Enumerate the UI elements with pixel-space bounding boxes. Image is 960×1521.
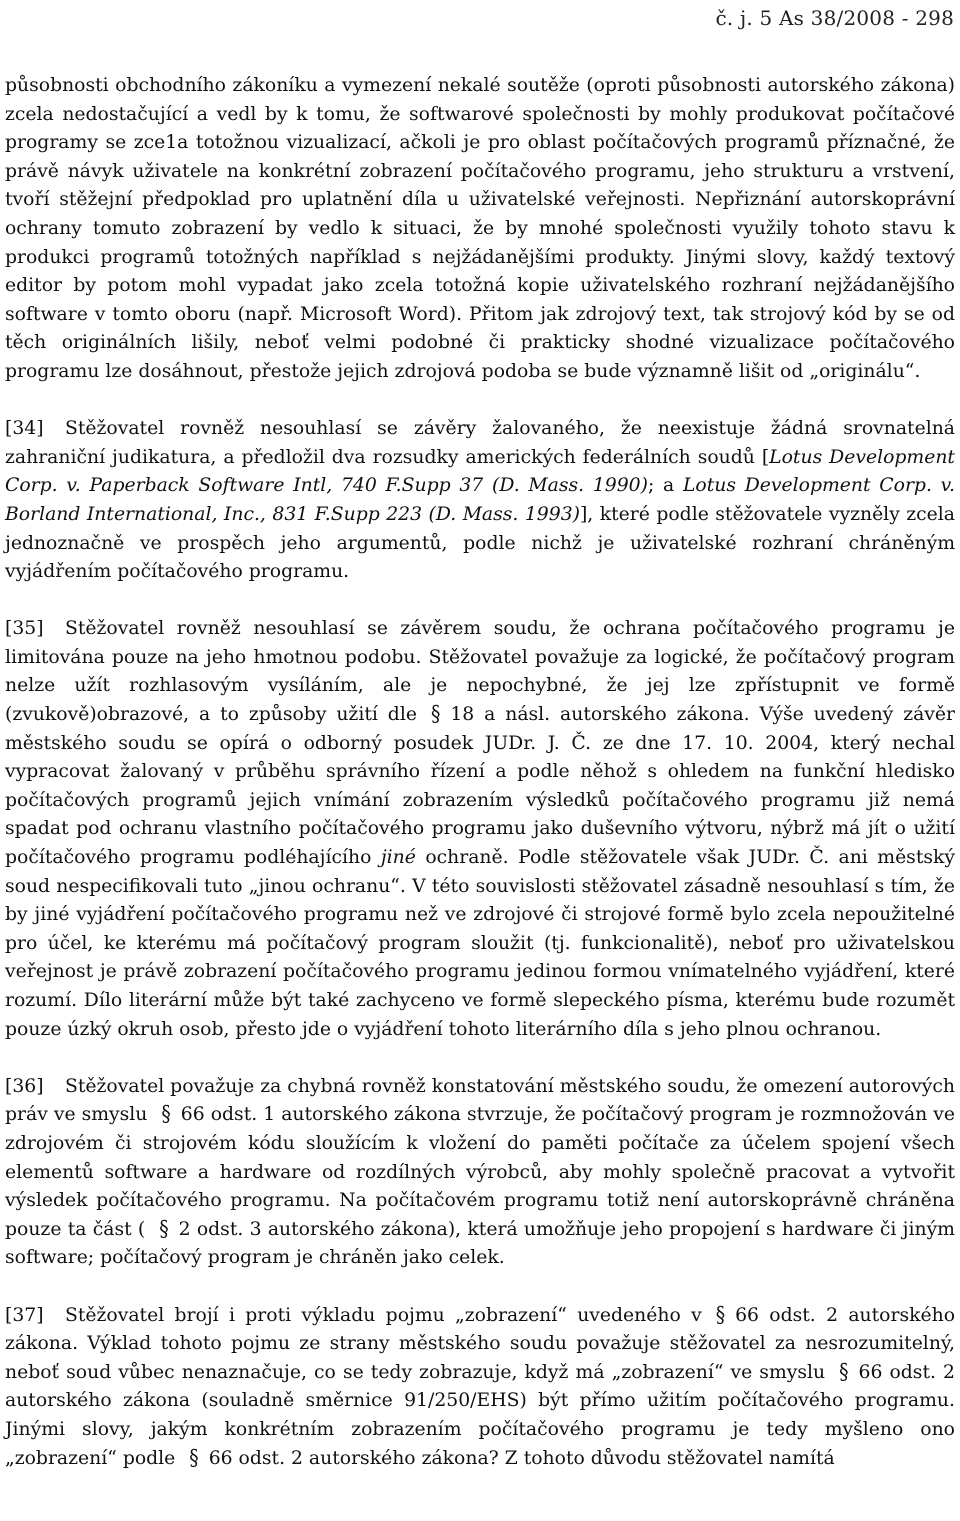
paragraph-text: 18 a násl. autorského zákona. Výše uvedený závěr městského soudu se opírá o odborný posudek JUDr. J. Č. ze dne 17. 10. 2004, který nechal vypracovat žalovaný v průběhu správního řízení a podle něhož s ohledem na funkční hledisko počítačových programů jejich vnímání zobrazením výsledků počítačového programu již nemá spadat pod ochranu vlastního počítačového programu jako duševního výtvoru, nýbrž má jít o užití počítačového programu podléhajícího (5, 704, 955, 869)
section-sign: § (715, 1302, 726, 1327)
section-sign: § (839, 1360, 849, 1385)
case-citation: Lotus Development Corp. v. Paperback Software Intl, 740 F.Supp 37 (D. Mass. 1990) (5, 446, 955, 497)
paragraph-36 (5, 1073, 955, 1273)
paragraph-text: 66 odst. 2 autorského zákona (souladně směrnice 91/250/EHS) být přímo užitím počítačového programu. Jinými slovy, jakým konkrétním zobrazením počítačového programu je tedy myšleno ono „zobrazení“ podle (5, 1361, 955, 1469)
paragraph-number: [36] (5, 1075, 44, 1097)
paragraph-37 (5, 1302, 955, 1474)
paragraph-text: 2 odst. 3 autorského zákona), která umožňuje jeho propojení s hardware či jiným software; počítačový program je chráněn jako celek. (5, 1218, 955, 1269)
paragraph-text: působnosti obchodního zákoníku a vymezení nekalé soutěže (oproti působnosti autorského zákona) zcela nedostačující a vedl by k tomu, že softwarové společnosti by mohly produkovat počítačové programy se zce1a totožnou vizualizací, ačkoli je pro oblast počítačových programů příznačné, že právě návyk uživatele na konkrétní zobrazení počítačového programu, jeho strukturu a vrstvení, tvoří stěžejní předpoklad pro uplatnění díla u uživatelské veřejnosti. Nepřiznání autorskoprávní ochrany tomuto zobrazení by vedlo k situaci, že by mnohé společnosti využily tohoto stavu k produkci programů totožných například s nejžádanějšími produkty. Jinými slovy, každý textový editor by potom mohl vypadat jako zcela totožná kopie uživatelského rozhraní nejžádanějšího software v tomto oboru (např. Microsoft Word). Přitom jak zdrojový text, tak strojový kód by se od těch originálních lišily, neboť velmi podobné či prakticky shodné vizualizace počítačového programu lze dosáhnout, přestože jejich zdrojová podoba se bude významně lišit od „originálu“. (5, 75, 955, 382)
paragraph-continued (5, 72, 955, 387)
paragraph-text: ; a (647, 475, 683, 497)
paragraph-text: 66 odst. 2 autorského zákona? Z tohoto důvodu stěžovatel namítá (208, 1447, 835, 1469)
paragraph-35 (5, 615, 955, 1044)
paragraph-number: [37] (5, 1304, 44, 1326)
paragraph-text: ochraně. Podle stěžovatele však JUDr. Č. ani městský soud nespecifikovali tuto „jinou ochranu“. V této souvislosti stěžovatel zásadně nesouhlasí s tím, že by jiné vyjádření počítačového programu než ve zdrojové či strojové formě bylo zcela nepoužitelné pro účel, ke kterému má počítačový program sloužit (tj. funkcionalitě), neboť pro uživatelskou veřejnost je právě zobrazení počítačového programu jedinou formou vnímatelného vyjádření, které rozumí. Dílo literární může být také zachyceno ve formě slepeckého písma, kterému bude rozumět pouze úzký okruh osob, přesto jde o vyjádření tohoto literárního díla s jeho plnou ochranou. (5, 847, 956, 1040)
paragraph-number: [35] (5, 618, 44, 640)
section-sign: § (430, 702, 441, 727)
case-number-header: č. j. 5 As 38/2008 - 298 (715, 6, 954, 30)
paragraph-text: Stěžovatel považuje za chybná rovněž konstatování městského soudu, že omezení autorových práv ve smyslu (5, 1075, 955, 1126)
section-sign: § (159, 1217, 169, 1242)
section-sign: § (189, 1445, 199, 1470)
emphasized-word: jiné (380, 847, 416, 869)
paragraph-text: ], které podle stěžovatele vyzněly zcela jednoznačně ve prospěch jeho argumentů, podle nichž je uživatelské rozhraní chráněným vyjádřením počítačového programu. (5, 503, 956, 583)
document-body (5, 72, 955, 1502)
case-citation: Lotus Development Corp. v. Borland International, Inc., 831 F.Supp 223 (D. Mass. 1993) (5, 475, 955, 525)
paragraph-text: 66 odst. 2 autorského zákona. Výklad tohoto pojmu ze strany městského soudu považuje stěžovatel za nesrozumitelný, neboť soud vůbec nenaznačuje, co se tedy zobrazuje, když má „zobrazení“ ve smyslu (5, 1304, 955, 1383)
section-sign: § (161, 1102, 171, 1127)
paragraph-text: Stěžovatel rovněž nesouhlasí se závěry žalovaného, že neexistuje žádná srovnatelná zahraniční judikatura, a předložil dva rozsudky amerických federálních soudů [ (5, 418, 955, 468)
paragraph-text: 66 odst. 1 autorského zákona stvrzuje, že počítačový program je rozmnožován ve zdrojovém či strojovém kódu sloužícím k vložení do paměti počítače za účelem spojení všech elementů software a hardware od rozdílných výrobců, aby mohly společně pracovat a vytvořit výsledek počítačového programu. Na počítačovém programu totiž není autorskoprávně chráněna pouze ta část ( (5, 1104, 956, 1240)
paragraph-number: [34] (5, 418, 44, 440)
paragraph-text: Stěžovatel rovněž nesouhlasí se závěrem soudu, že ochrana počítačového programu je limitována pouze na jeho hmotnou podobu. Stěžovatel považuje za logické, že počítačový program nelze užít rozhlasovým vysíláním, ale je nepochybné, že jej lze zpřístupnit ve formě (zvukově)obrazové, a to způsoby užití dle (5, 618, 955, 726)
paragraph-text: Stěžovatel brojí i proti výkladu pojmu „zobrazení“ uvedeného v (65, 1304, 702, 1326)
paragraph-34 (5, 415, 955, 587)
